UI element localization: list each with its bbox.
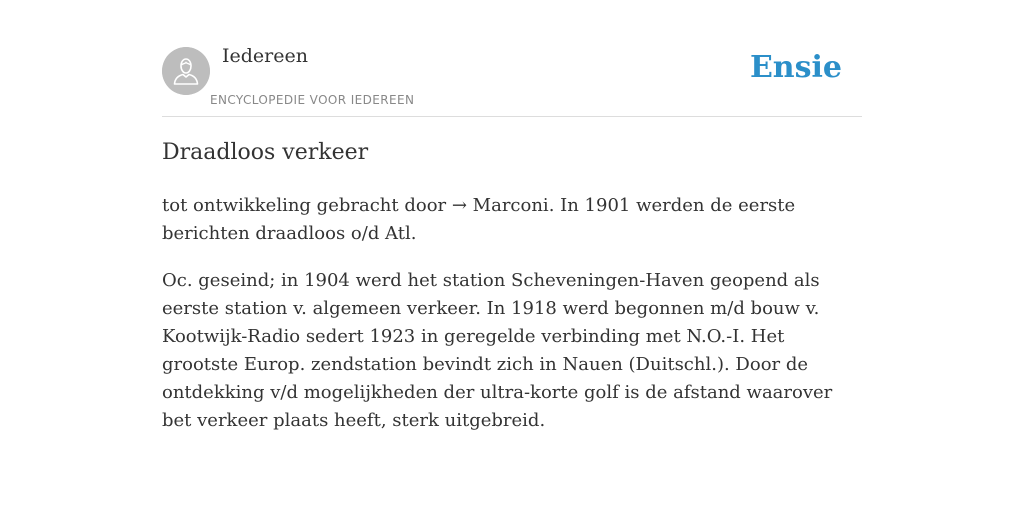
article-paragraph: tot ontwikkeling gebracht door → Marconi. In 1901 werden de eerste berichten draadloos o/d Atl. — [162, 195, 796, 244]
author-name[interactable]: Iedereen — [222, 45, 308, 67]
article-card — [162, 0, 862, 512]
user-silhouette-icon — [162, 47, 210, 95]
article-header — [162, 0, 862, 117]
article-paragraph: Oc. geseind; in 1904 werd het station Scheveningen-Haven geopend als eerste station v. algemeen verkeer. In 1918 werd begonnen m/d bouw v. Kootwijk-Radio sedert 1923 in geregelde verbinding met N.O.-I. Het grootste Europ. zendstation bevindt zich in Nauen (Duitschl.). Door de ontdekking v/d mogelijkheden der ultra-korte golf is de afstand waarover bet verkeer plaats heeft, sterk uitgebreid. — [162, 270, 833, 431]
brand-logo[interactable]: Ensie — [749, 50, 842, 85]
avatar[interactable] — [162, 47, 210, 95]
article-body — [162, 192, 862, 454]
site-tagline: ENCYCLOPEDIE VOOR IEDEREEN — [210, 93, 415, 107]
article-title: Draadloos verkeer — [162, 140, 369, 165]
